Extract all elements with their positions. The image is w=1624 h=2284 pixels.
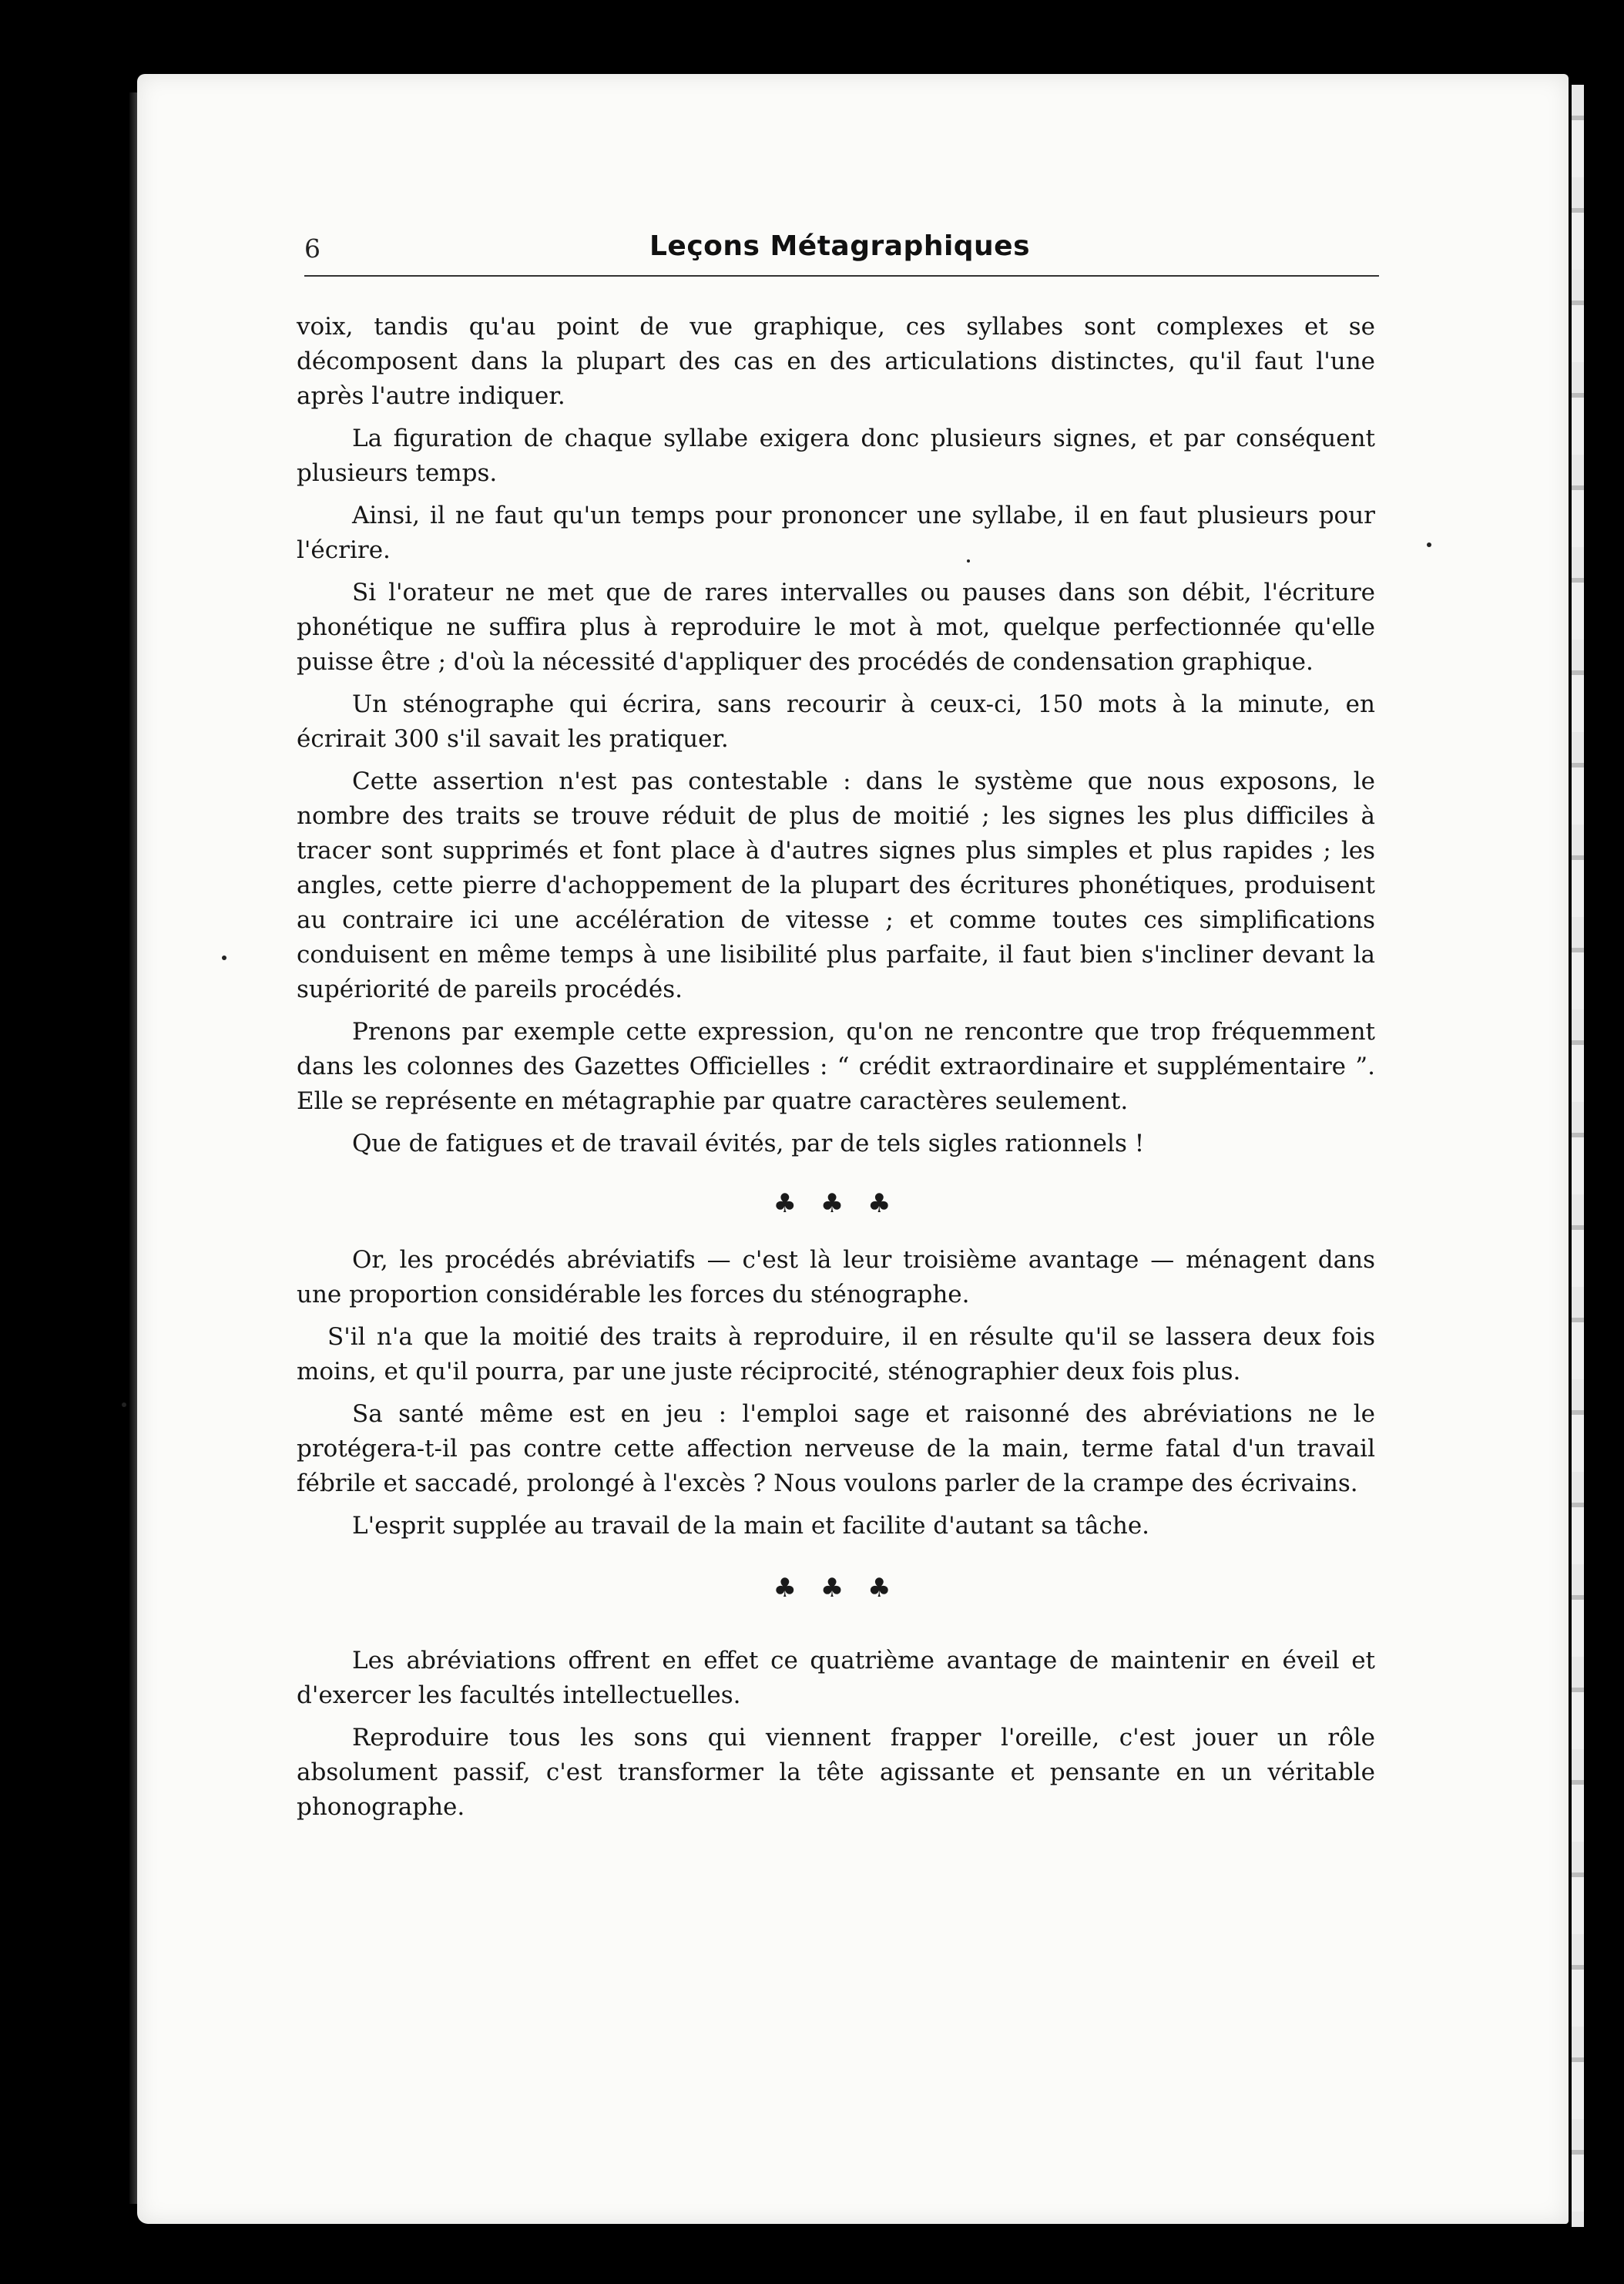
scan-speck: [222, 956, 226, 960]
paragraph: Prenons par exemple cette expression, qu'on ne rencontre que trop fréquemment dans les colonnes des Gazettes Officielles : “ crédit extraordinaire et supplémentaire ”. Elle se représente en métagraphie par quatre caractères seulement.: [297, 1018, 1375, 1115]
paragraph: Ainsi, il ne faut qu'un temps pour prononcer une syllabe, il en faut plusieurs pour l'écrire.: [297, 502, 1375, 564]
paragraph: Or, les procédés abréviatifs — c'est là leur troisième avantage — ménagent dans une proportion considérable les forces du sténographe.: [297, 1246, 1375, 1308]
page-header: [304, 227, 1375, 281]
scan-speck: [1427, 542, 1431, 547]
paragraph: S'il n'a que la moitié des traits à reproduire, il en résulte qu'il se lassera deux fois moins, et qu'il pourra, par une juste réciprocité, sténographier deux fois plus.: [297, 1323, 1375, 1386]
header-rule: [304, 275, 1379, 277]
adjacent-page-edge: [1572, 85, 1584, 2227]
paragraph: Reproduire tous les sons qui viennent frapper l'oreille, c'est jouer un rôle absolument passif, c'est transformer la tête agissante et pensante en un véritable phonographe.: [297, 1724, 1375, 1821]
paragraph: Un sténographe qui écrira, sans recourir à ceux-ci, 150 mots à la minute, en écrirait 300 s'il savait les pratiquer.: [297, 690, 1375, 753]
body-text: [297, 310, 1375, 1832]
scan-speck: [967, 559, 970, 563]
section-ornament: ♣ ♣ ♣: [773, 1188, 899, 1219]
running-title: Leçons Métagraphiques: [649, 230, 1031, 262]
paragraph: La figuration de chaque syllabe exigera donc plusieurs signes, et par conséquent plusieurs temps.: [297, 425, 1375, 487]
paragraph: Que de fatigues et de travail évités, par de tels sigles rationnels !: [352, 1130, 1145, 1157]
paragraph: voix, tandis qu'au point de vue graphique, ces syllabes sont complexes et se décomposent dans la plupart des cas en des articulations distinctes, qu'il faut l'une après l'autre indiquer.: [297, 313, 1375, 410]
paragraph: Sa santé même est en jeu : l'emploi sage et raisonné des abréviations ne le protégera-t-il pas contre cette affection nerveuse de la main, terme fatal d'un travail fébrile et saccadé, prolongé à l'excès ? Nous voulons parler de la crampe des écrivains.: [297, 1400, 1375, 1497]
scan-speck: [122, 1402, 126, 1407]
paragraph: Cette assertion n'est pas contestable : dans le système que nous exposons, le nombre des traits se trouve réduit de plus de moitié ; les signes les plus difficiles à tracer sont supprimés et font place à d'autres signes plus simples et plus rapides ; les angles, cette pierre d'achoppement de la plupart des écritures phonétiques, produisent au contraire ici une accélération de vitesse ; et comme toutes ces simplifications conduisent en même temps à une lisibilité plus parfaite, il faut bien s'incliner devant la supériorité de pareils procédés.: [297, 767, 1375, 1003]
page-number: 6: [304, 233, 320, 264]
section-ornament: ♣ ♣ ♣: [773, 1573, 899, 1604]
paragraph: Si l'orateur ne met que de rares intervalles ou pauses dans son débit, l'écriture phonétique ne suffira plus à reproduire le mot à mot, quelque perfectionnée qu'elle puisse être ; d'où la nécessité d'appliquer des procédés de condensation graphique.: [297, 579, 1375, 676]
paragraph: L'esprit supplée au travail de la main et facilite d'autant sa tâche.: [352, 1512, 1150, 1540]
paragraph: Les abréviations offrent en effet ce quatrième avantage de maintenir en éveil et d'exercer les facultés intellectuelles.: [297, 1647, 1375, 1709]
